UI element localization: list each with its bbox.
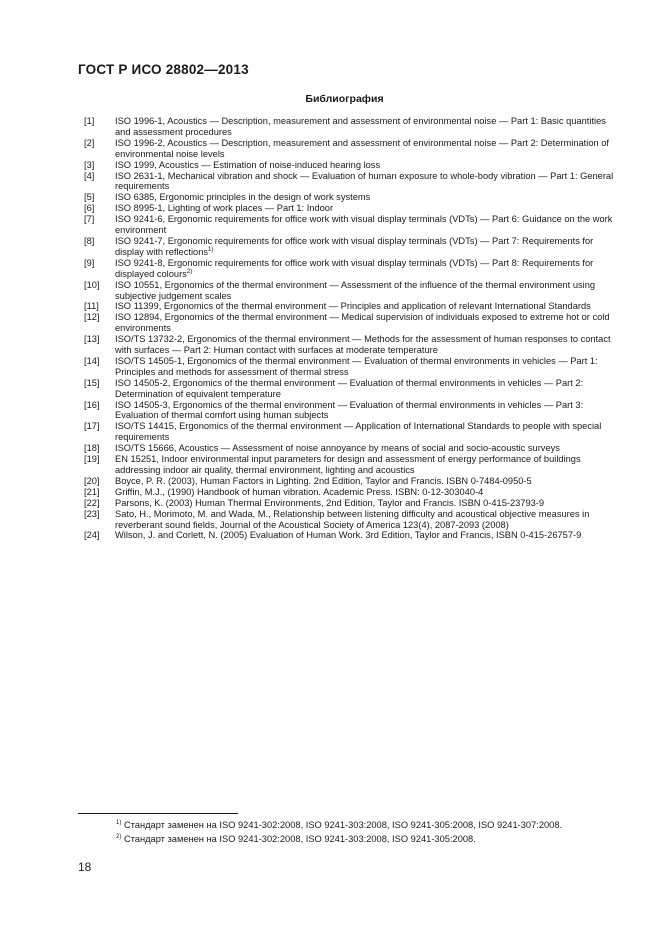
reference-number: [6] [84,203,95,214]
reference-item [84,334,614,356]
reference-citation: ISO/TS 15666, Acoustics — Assessment of noise annoyance by means of social and socio-acoustic surveys [115,443,560,454]
reference-text [115,498,614,509]
footnote-mark: 1) [116,820,122,826]
footnote-mark: 2) [116,833,122,840]
standard-header: ГОСТ Р ИСО 28802—2013 [78,62,249,77]
reference-citation: ISO 6385, Ergonomic principles in the design of work systems [115,192,371,203]
footnote [116,833,636,847]
reference-item [84,487,614,498]
reference-text [115,160,614,171]
reference-text [115,236,614,258]
footnote-text: Стандарт заменен на ISO 9241-302:2008, ISO 9241-303:2008, ISO 9241-305:2008. [123,833,476,844]
reference-item [84,421,614,443]
reference-item [84,509,614,531]
reference-text [115,116,614,138]
reference-citation: ISO 9241-8, Ergonomic requirements for office work with visual display terminals (VDTs) — Part 8: Requirements for displayed colours [115,257,594,279]
reference-item [84,301,614,312]
reference-text [115,258,614,280]
reference-citation: ISO 1996-2, Acoustics — Description, measurement and assessment of environmental noise — Part 2: Determination of environmental noise levels [115,137,610,159]
reference-text [115,509,614,531]
reference-item [84,356,614,378]
reference-text [115,192,614,203]
reference-number: [8] [84,235,95,246]
reference-number: [9] [84,257,95,268]
reference-number: [12] [84,312,100,323]
reference-number: [14] [84,355,100,366]
reference-text [115,421,614,443]
reference-text [115,476,614,487]
reference-item [84,214,614,236]
reference-citation: ISO/TS 14415, Ergonomics of the thermal environment — Application of International Standards to people with special requirements [115,421,602,443]
reference-number: [13] [84,334,100,345]
reference-number: [22] [84,497,100,508]
reference-item [84,236,614,258]
reference-citation: ISO 9241-7, Ergonomic requirements for office work with visual display terminals (VDTs) — Part 7: Requirements for display with reflections [115,235,594,257]
reference-number: [7] [84,214,95,225]
reference-item [84,530,614,541]
reference-citation: Wilson, J. and Corlett, N. (2005) Evaluation of Human Work. 3rd Edition, Taylor and Francis, ISBN 0-415-26757-9 [115,530,582,541]
reference-citation: ISO 1999, Acoustics — Estimation of noise-induced hearing loss [115,159,381,170]
reference-number: [20] [84,475,100,486]
reference-citation: ISO 1996-1, Acoustics — Description, measurement and assessment of environmental noise — Part 1: Basic quantities and assessment procedures [115,116,606,137]
reference-citation: ISO 14505-2, Ergonomics of the thermal environment — Evaluation of thermal environments in vehicles — Part 2: Determination of equivalent temperature [115,377,584,399]
reference-item [84,116,614,138]
reference-citation: ISO 2631-1, Mechanical vibration and shock — Evaluation of human exposure to whole-body vibration — Part 1: General requirements [115,170,614,192]
reference-item [84,312,614,334]
reference-text [115,280,614,302]
reference-item [84,400,614,422]
reference-citation: ISO/TS 14505-1, Ergonomics of the thermal environment — Evaluation of thermal environments in vehicles — Part 1: Principles and methods for assessment of thermal stress [115,355,598,377]
reference-number: [5] [84,192,95,203]
reference-number: [16] [84,399,100,410]
reference-number: [3] [84,159,95,170]
reference-citation: ISO 8995-1, Lighting of work places — Part 1: Indoor [115,203,334,214]
reference-item [84,258,614,280]
footnote-list [116,819,636,846]
reference-item [84,454,614,476]
footnote [116,819,636,833]
reference-citation: Griffin, M.J., (1990) Handbook of human vibration. Academic Press. ISBN: 0-12-303040-4 [115,486,484,497]
reference-text [115,334,614,356]
reference-text [115,171,614,193]
reference-item [84,280,614,302]
reference-number: [11] [84,301,99,312]
reference-item [84,378,614,400]
reference-text [115,301,614,312]
reference-citation: ISO 11399, Ergonomics of the thermal environment — Principles and application of relevant International Standards [115,301,591,312]
reference-citation: ISO/TS 13732-2, Ergonomics of the thermal environment — Methods for the assessment of human responses to contact with surfaces — Part 2: Human contact with surfaces at moderate temperature [115,334,611,356]
page-number: 18 [78,860,92,874]
reference-text [115,138,614,160]
reference-item [84,171,614,193]
reference-text [115,454,614,476]
reference-item [84,476,614,487]
reference-text [115,530,614,541]
reference-citation: ISO 9241-6, Ergonomic requirements for office work with visual display terminals (VDTs) — Part 6: Guidance on the work environment [115,214,613,236]
bibliography-title: Библиография [305,93,384,105]
reference-number: [17] [84,421,100,432]
reference-number: [18] [84,443,100,454]
reference-citation: ISO 10551, Ergonomics of the thermal environment — Assessment of the influence of the thermal environment using subjective judgement scales [115,279,596,301]
reference-number: [15] [84,377,100,388]
reference-text [115,312,614,334]
reference-number: [1] [84,116,95,126]
reference-item [84,443,614,454]
reference-number: [21] [84,486,100,497]
reference-item [84,203,614,214]
reference-text [115,378,614,400]
reference-text [115,356,614,378]
reference-citation: Sato, H., Morimoto, M. and Wada, M., Relationship between listening difficulty and acoustical objective measures in reverberant sound fields, Journal of the Acoustical Society of America 123(4), 2087-2093 (2008) [115,508,590,530]
reference-number: [10] [84,279,100,290]
reference-number: [2] [84,137,95,148]
reference-text [115,443,614,454]
reference-item [84,192,614,203]
reference-item [84,138,614,160]
reference-item [84,498,614,509]
reference-number: [24] [84,530,100,541]
reference-number: [19] [84,454,100,465]
reference-citation: ISO 14505-3, Ergonomics of the thermal environment — Evaluation of thermal environments in vehicles — Part 3: Evaluation of thermal comfort using human subjects [115,399,584,421]
footnote-divider [78,813,238,814]
reference-citation: ISO 12894, Ergonomics of the thermal environment — Medical supervision of individuals exposed to extreme hot or cold environments [115,312,610,334]
reference-text [115,214,614,236]
reference-text [115,487,614,498]
reference-list [84,116,614,541]
reference-text [115,203,614,214]
footnote-reference: 1) [208,246,214,253]
reference-number: [4] [84,170,95,181]
reference-number: [23] [84,508,100,519]
reference-citation: EN 15251, Indoor environmental input parameters for design and assessment of energy performance of buildings addressing indoor air quality, thermal environment, lighting and acoustics [115,454,581,475]
reference-citation: Parsons, K. (2003) Human Thermal Environments, 2nd Edition, Taylor and Francis. ISBN 0-415-23793-9 [115,497,545,508]
reference-citation: Boyce, P. R. (2003), Human Factors in Lighting. 2nd Edition, Taylor and Francis. ISBN 0-7484-0950-5 [115,475,532,486]
footnote-text: Стандарт заменен на ISO 9241-302:2008, ISO 9241-303:2008, ISO 9241-305:2008, ISO 9241-307:2008. [123,820,563,830]
reference-text [115,400,614,422]
footnote-reference: 2) [186,268,193,275]
reference-item [84,160,614,171]
